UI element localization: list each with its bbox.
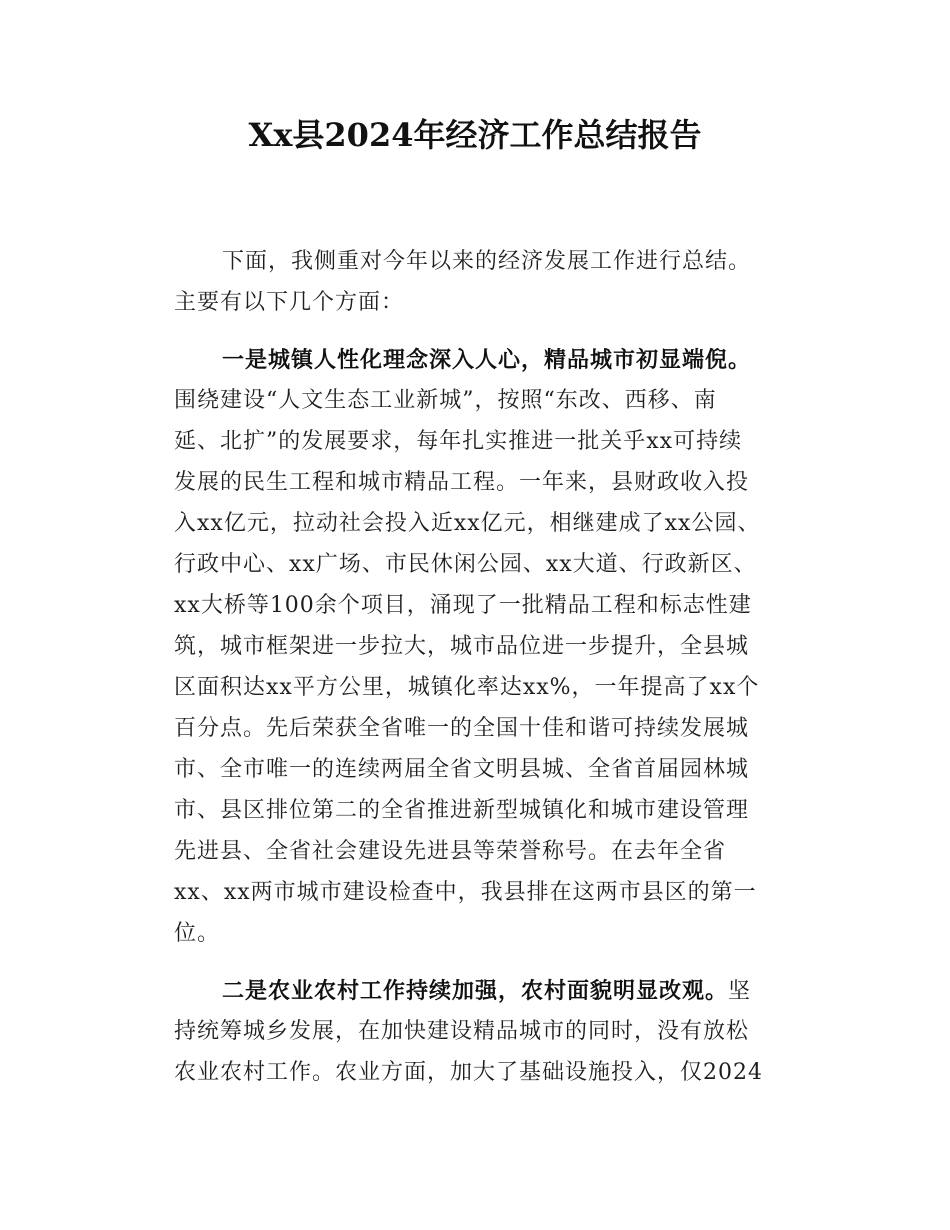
section-heading: 二是农业农村工作持续加强，农村面貌明显改观。 (222, 978, 729, 1004)
intro-line: 下面，我侧重对今年以来的经济发展工作进行总结。 (222, 249, 752, 274)
paragraph-line: 先进县、全省社会建设先进县等荣誉称号。在去年全省 (174, 839, 727, 864)
paragraph-line: 市、县区排位第二的全省推进新型城镇化和城市建设管理 (174, 798, 750, 823)
paragraph-line: 入xx亿元，拉动社会投入近xx亿元，相继建成了xx公园、 (174, 511, 761, 536)
section-heading-line (222, 975, 751, 1008)
paragraph-line: 区面积达xx平方公里，城镇化率达xx%，一年提高了xx个 (174, 675, 760, 700)
paragraph-line: 市、全市唯一的连续两届全省文明县城、全省首届园林城 (174, 757, 750, 782)
section-heading: 一是城镇人性化理念深入人心，精品城市初显端倪。 (222, 347, 752, 373)
paragraph-line: 围绕建设“人文生态工业新城”，按照“东改、西移、南 (174, 388, 717, 413)
paragraph-line: xx大桥等100余个项目，涌现了一批精品工程和标志性建 (174, 593, 752, 618)
intro-line: 主要有以下几个方面： (174, 290, 405, 315)
paragraph-line: xx、xx两市城市建设检查中，我县排在这两市县区的第一 (174, 880, 757, 905)
document-title: Xx县2024年经济工作总结报告 (248, 116, 702, 154)
paragraph-line: 持统筹城乡发展，在加快建设精品城市的同时，没有放松 (174, 1019, 750, 1044)
paragraph-line: 位。 (174, 921, 221, 946)
paragraph-line: 百分点。先后荣获全省唯一的全国十佳和谐可持续发展城 (174, 716, 750, 741)
paragraph-text: 坚 (728, 979, 752, 1004)
paragraph-line: 行政中心、xx广场、市民休闲公园、xx大道、行政新区、 (174, 552, 757, 577)
paragraph-line: 农业农村工作。农业方面，加大了基础设施投入，仅2024 (174, 1060, 763, 1085)
paragraph-line: 发展的民生工程和城市精品工程。一年来，县财政收入投 (174, 470, 750, 495)
paragraph-line: 筑，城市框架进一步拉大，城市品位进一步提升，全县城 (174, 634, 750, 659)
paragraph-line: 延、北扩”的发展要求，每年扎实推进一批关乎xx可持续 (174, 429, 743, 454)
